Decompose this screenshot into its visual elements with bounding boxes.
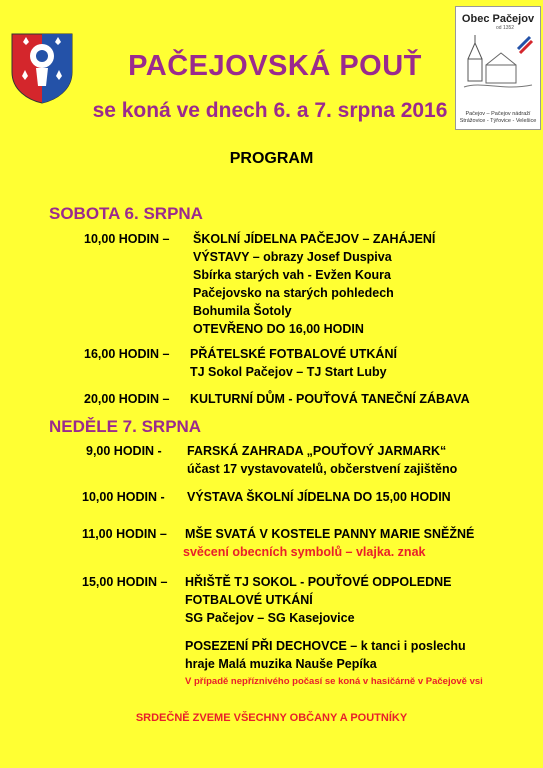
event-line: HŘIŠTĚ TJ SOKOL - POUŤOVÉ ODPOLEDNE <box>185 575 452 589</box>
logo-footer: Pačejov – Pačejov nádraží Strážovice - Týřovice - Velešice <box>459 111 537 124</box>
event-line: PŘÁTELSKÉ FOTBALOVÉ UTKÁNÍ <box>190 347 397 361</box>
event-line: VÝSTAVY – obrazy Josef Duspiva <box>193 250 392 264</box>
day-heading-saturday: SOBOTA 6. SRPNA <box>49 204 203 223</box>
logo-title: Obec Pačejov <box>461 13 535 25</box>
event-time: 15,00 HODIN – <box>82 575 168 589</box>
event-line: FARSKÁ ZAHRADA „POUŤOVÝ JARMARK“ <box>187 444 447 458</box>
event-line: OTEVŘENO DO 16,00 HODIN <box>193 322 364 336</box>
event-line: FOTBALOVÉ UTKÁNÍ <box>185 593 313 607</box>
event-line: ŠKOLNÍ JÍDELNA PAČEJOV – ZAHÁJENÍ <box>193 232 436 246</box>
event-time: 20,00 HODIN – <box>84 392 170 406</box>
day-heading-sunday: NEDĚLE 7. SRPNA <box>49 417 202 436</box>
event-time: 16,00 HODIN – <box>84 347 170 361</box>
event-time: 11,00 HODIN – <box>82 527 167 541</box>
event-line: Pačejovsko na starých pohledech <box>193 286 394 300</box>
event-line: KULTURNÍ DŮM - POUŤOVÁ TANEČNÍ ZÁBAVA <box>190 392 470 406</box>
event-note: svěcení obecních symbolů – vlajka. znak <box>183 545 426 559</box>
closing-invitation: SRDEČNĚ ZVEME VŠECHNY OBČANY A POUTNÍKY <box>135 712 408 724</box>
event-line: Sbírka starých vah - Evžen Koura <box>193 268 391 282</box>
event-line: TJ Sokol Pačejov – TJ Start Luby <box>190 365 387 379</box>
event-line: SG Pačejov – SG Kasejovice <box>185 611 355 625</box>
program-heading: PROGRAM <box>229 150 314 167</box>
event-time: 10,00 HODIN – <box>84 232 170 246</box>
event-line: hraje Malá muzika Nauše Pepíka <box>185 657 377 671</box>
event-dates: se koná ve dnech 6. a 7. srpna 2016 <box>92 99 448 122</box>
event-line: POSEZENÍ PŘI DECHOVCE – k tanci i poslechu <box>185 639 466 653</box>
logo-subtitle: od 1352 <box>496 25 515 31</box>
event-line: VÝSTAVA ŠKOLNÍ JÍDELNA DO 15,00 HODIN <box>187 490 451 504</box>
event-line: účast 17 vystavovatelů, občerstvení zajištěno <box>187 462 458 476</box>
event-time: 10,00 HODIN - <box>82 490 165 504</box>
event-time: 9,00 HODIN - <box>86 444 162 458</box>
page-title: PAČEJOVSKÁ POUŤ <box>128 50 422 82</box>
event-line: Bohumila Šotoly <box>193 304 292 318</box>
weather-note: V případě nepříznivého počasí se koná v hasičárně v Pačejově vsi <box>185 676 483 687</box>
event-line: MŠE SVATÁ V KOSTELE PANNY MARIE SNĚŽNÉ <box>185 527 475 541</box>
